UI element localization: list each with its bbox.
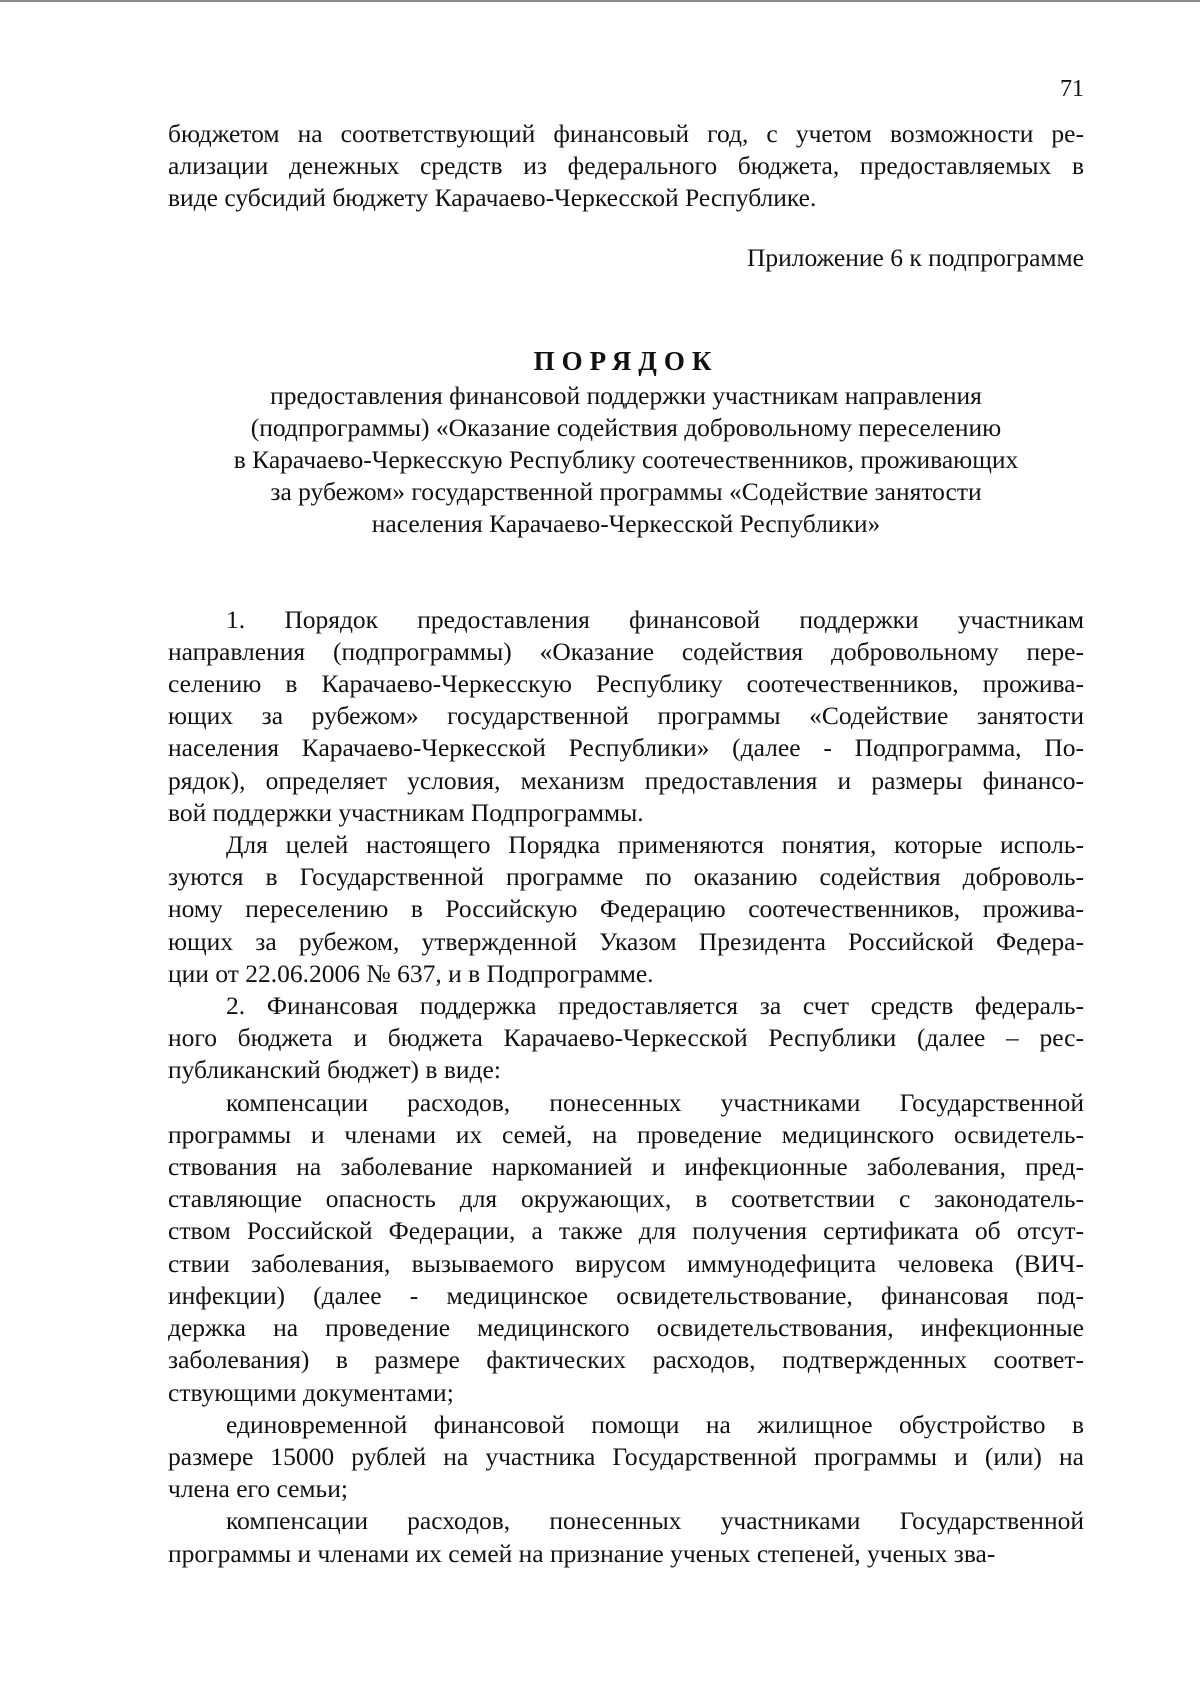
paragraph-line: ющих за рубежом, утвержденной Указом Президента Российской Федера- (168, 926, 1084, 956)
subtitle-line: предоставления финансовой поддержки участникам направления (270, 380, 982, 410)
paragraph-line: селению в Карачаево-Черкесскую Республику соотечественников, прожива- (168, 669, 1084, 699)
paragraph-line: единовременной финансовой помощи на жилищное обустройство в (226, 1409, 1084, 1439)
continuation-paragraph (168, 118, 1084, 215)
paragraph-line: ствии заболевания, вызываемого вирусом иммунодефицита человека (ВИЧ- (168, 1248, 1084, 1278)
paragraph-line: инфекции) (далее - медицинское освидетельствование, финансовая под- (168, 1280, 1084, 1310)
subtitle-line: в Карачаево-Черкесскую Республику соотечественников, проживающих (233, 445, 1019, 475)
paragraph-line: ного бюджета и бюджета Карачаево-Черкесской Республики (далее – рес- (168, 1023, 1084, 1053)
paragraph-line: программы и членами их семей на признание ученых степеней, ученых зва- (168, 1538, 996, 1568)
paragraph-line: члена его семьи; (168, 1474, 348, 1504)
body-paragraph (168, 1505, 1084, 1569)
paragraph-line: компенсации расходов, понесенных участниками Государственной (226, 1087, 1084, 1117)
paragraph-line: вой поддержки участникам Подпрограммы. (168, 797, 644, 827)
paragraph-line: ющих за рубежом» государственной программы «Содействие занятости (168, 701, 1084, 731)
continuation-line: виде субсидий бюджету Карачаево-Черкесской Республике. (168, 183, 817, 213)
paragraph-line: ствования на заболевание наркоманией и инфекционные заболевания, пред- (168, 1152, 1084, 1182)
paragraph-line: заболевания) в размере фактических расходов, подтвержденных соответ- (168, 1345, 1084, 1375)
paragraph-line: 2. Финансовая поддержка предоставляется за счет средств федераль- (226, 991, 1084, 1021)
paragraph-line: направления (подпрограммы) «Оказание содействия добровольному пере- (168, 636, 1084, 666)
paragraph-line: населения Карачаево-Черкесской Республики» (далее - Подпрограмма, По- (168, 733, 1084, 763)
scan-top-edge (0, 0, 1200, 2)
page-content (168, 118, 1084, 1570)
paragraph-line: ному переселению в Российскую Федерацию соотечественников, прожива- (168, 894, 1084, 924)
paragraph-line: рядок), определяет условия, механизм предоставления и размеры финансо- (168, 765, 1084, 795)
appendix-label: Приложение 6 к подпрограмме (746, 242, 1084, 272)
paragraph-line: ством Российской Федерации, а также для получения сертификата об отсут- (168, 1216, 1084, 1246)
paragraph-line: публиканский бюджет) в виде: (168, 1055, 501, 1085)
paragraph-line: зуются в Государственной программе по оказанию содействия доброволь- (168, 862, 1084, 892)
paragraph-line: компенсации расходов, понесенных участниками Государственной (226, 1506, 1084, 1536)
body-paragraph (168, 1409, 1084, 1506)
subtitle-line: за рубежом» государственной программы «Содействие занятости (270, 477, 982, 507)
paragraph-line: ствующими документами; (168, 1377, 454, 1407)
body-paragraph (168, 990, 1084, 1087)
paragraph-line: размере 15000 рублей на участника Государственной программы и (или) на (168, 1441, 1084, 1471)
body-paragraph (168, 1087, 1084, 1409)
paragraph-line: программы и членами их семей, на проведение медицинского освидетель- (168, 1119, 1084, 1149)
page-number: 71 (1060, 76, 1084, 102)
continuation-line: ализации денежных средств из федерального бюджета, предоставляемых в (168, 151, 1084, 181)
paragraph-line: 1. Порядок предоставления финансовой поддержки участникам (226, 604, 1084, 634)
document-title: ПОРЯДОК (533, 345, 719, 376)
document-subtitle (168, 380, 1084, 541)
body-text (168, 604, 1084, 1570)
body-paragraph (168, 604, 1084, 829)
paragraph-line: ставляющие опасность для окружающих, в соответствии с законодатель- (168, 1184, 1084, 1214)
paragraph-line: держка на проведение медицинского освидетельствования, инфекционные (168, 1313, 1084, 1343)
body-paragraph (168, 829, 1084, 990)
subtitle-line: (подпрограммы) «Оказание содействия добровольному переселению (250, 412, 1002, 442)
paragraph-line: ции от 22.06.2006 № 637, и в Подпрограмме. (168, 958, 654, 988)
paragraph-line: Для целей настоящего Порядка применяются понятия, которые исполь- (226, 830, 1084, 860)
subtitle-line: населения Карачаево-Черкесской Республики» (371, 509, 881, 539)
continuation-line: бюджетом на соответствующий финансовый год, с учетом возможности ре- (168, 119, 1084, 148)
